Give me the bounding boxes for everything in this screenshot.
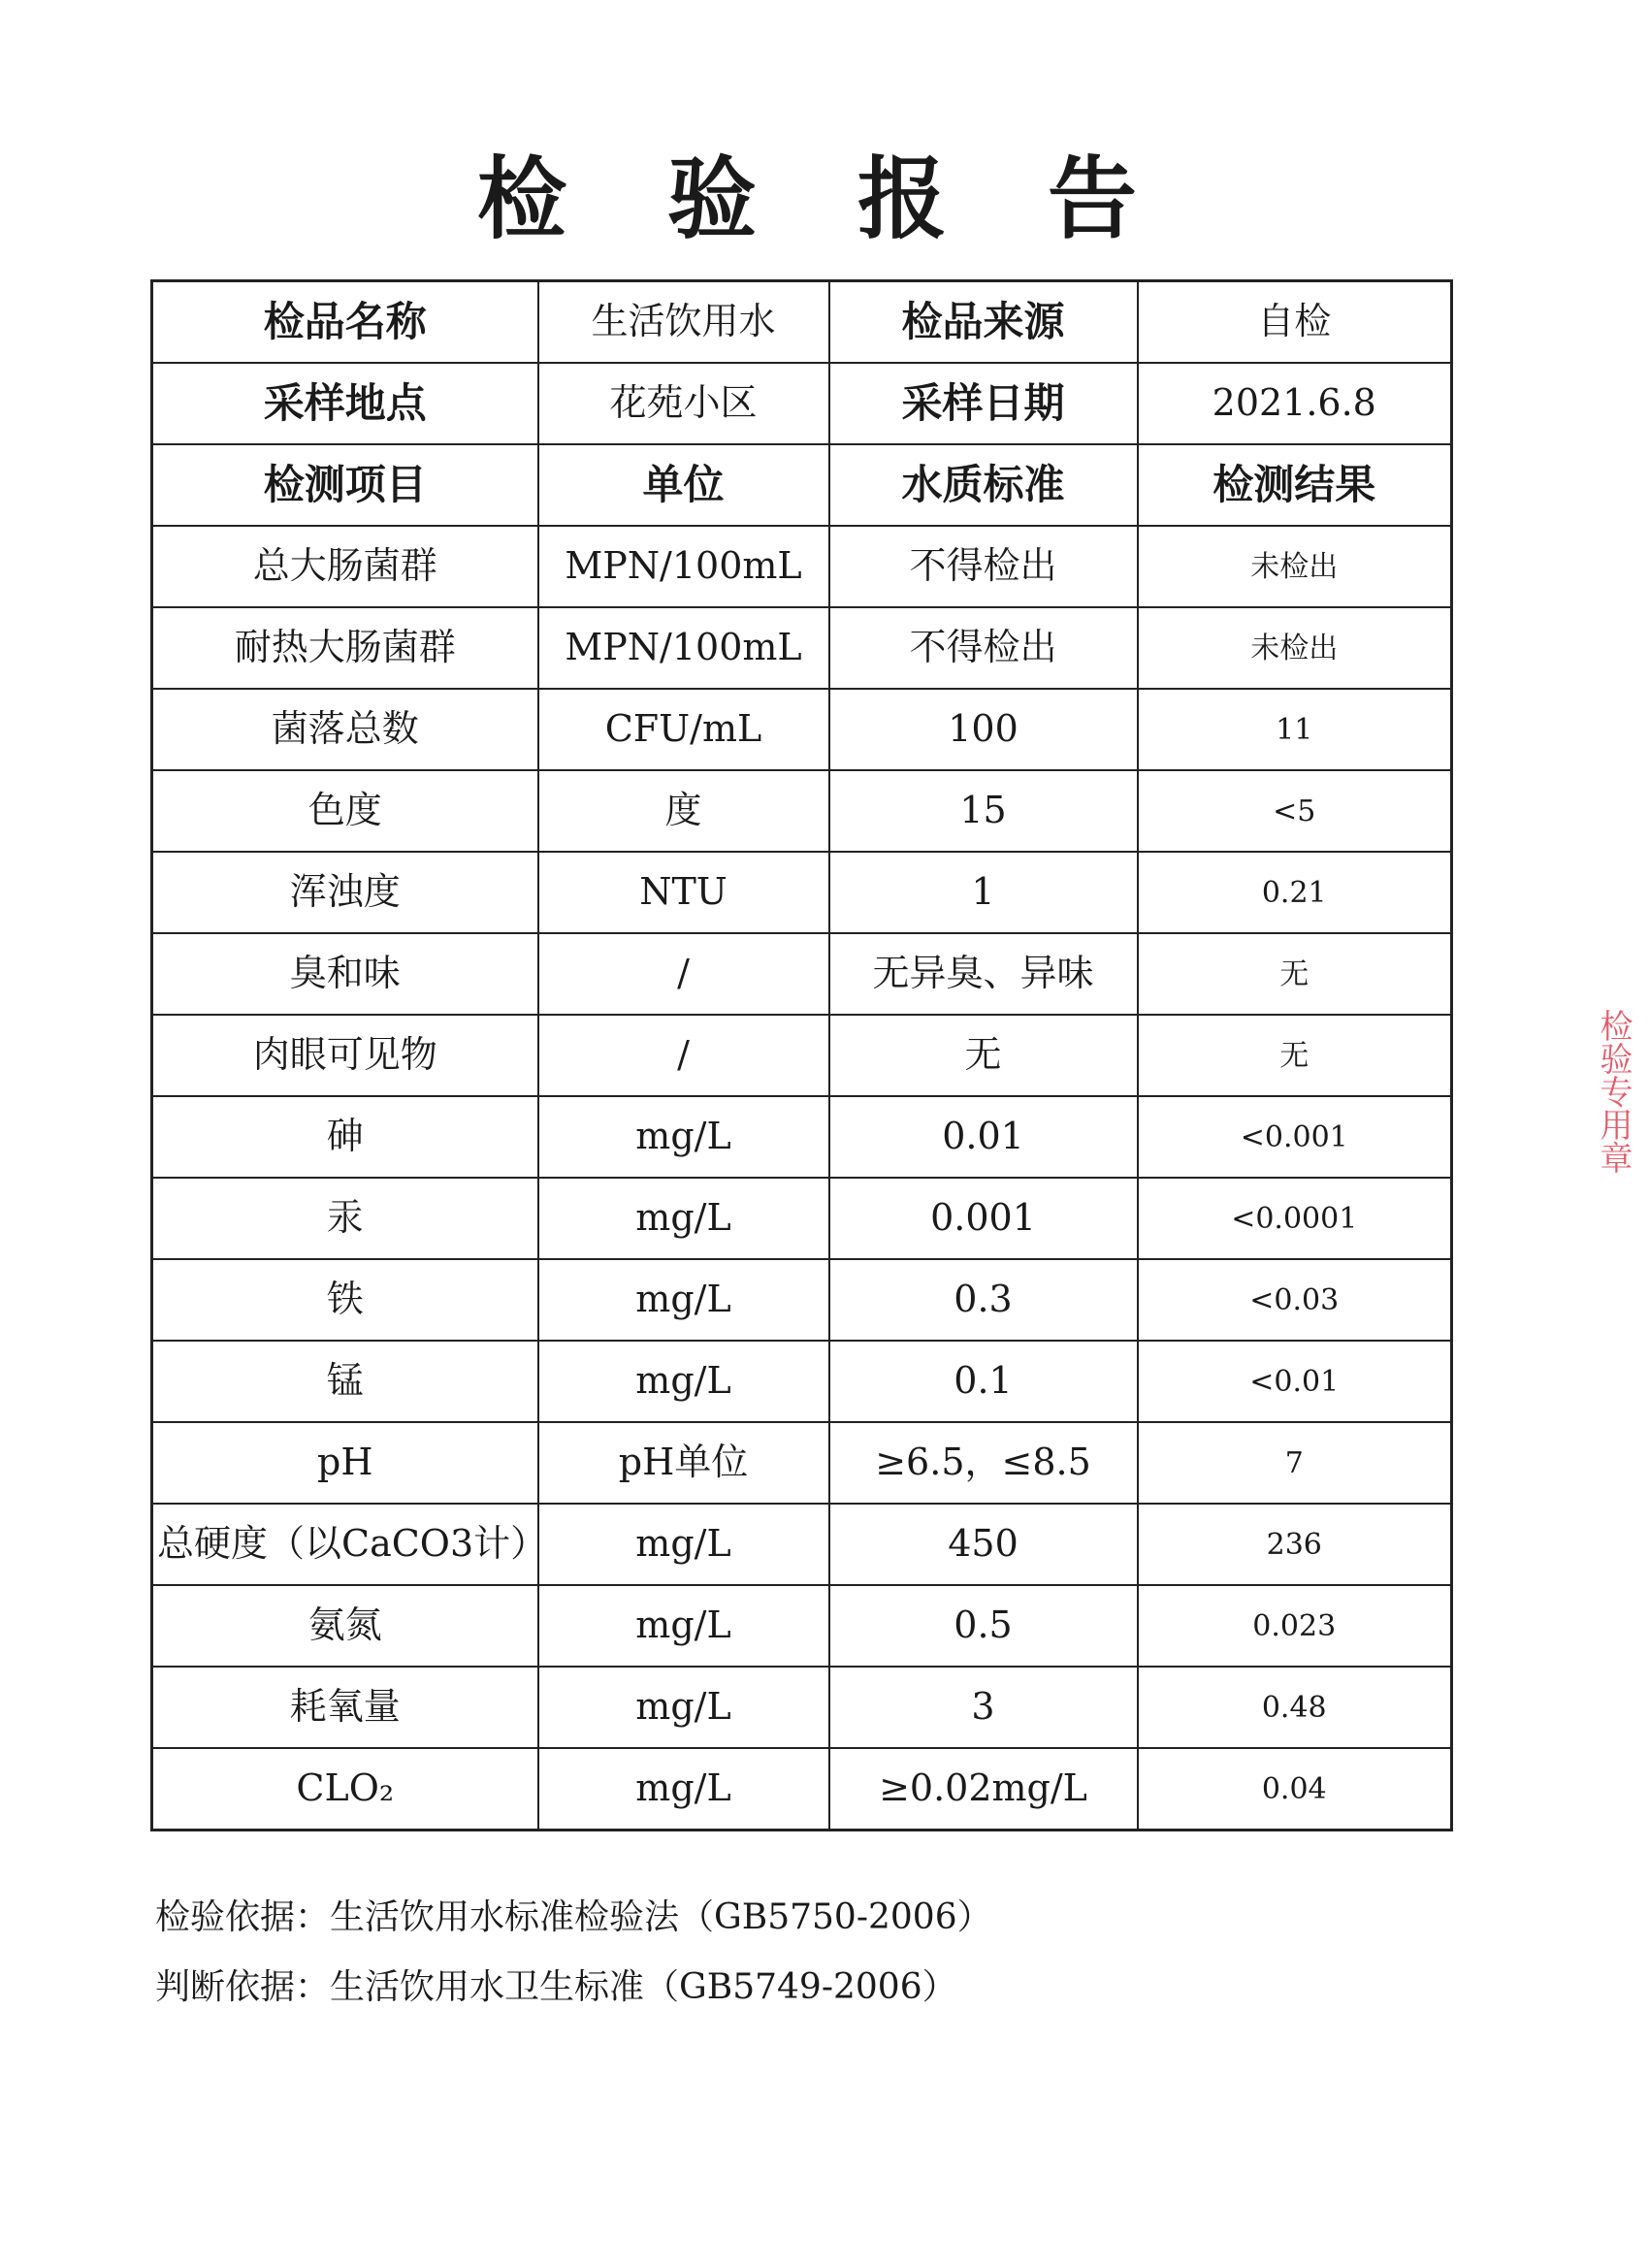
cell-standard: 3: [829, 1667, 1138, 1748]
judgement-basis: 判断依据：生活饮用水卫生标准（GB5749-2006）: [155, 1967, 957, 2007]
cell-result: <0.01: [1138, 1341, 1452, 1422]
table-row: [152, 1015, 1452, 1096]
report-title: 检 验 报 告: [476, 146, 1173, 251]
table-row: [152, 526, 1452, 607]
cell-result: 0.48: [1138, 1667, 1452, 1748]
table-row: [152, 1504, 1452, 1585]
cell-unit: 度: [538, 770, 829, 852]
column-header-item: 检测项目: [152, 444, 538, 526]
value-sample-source: 自检: [1138, 281, 1452, 364]
cell-item: 肉眼可见物: [152, 1015, 538, 1096]
cell-standard: ≥0.02mg/L: [829, 1748, 1138, 1831]
cell-unit: mg/L: [538, 1504, 829, 1585]
cell-item: 耗氧量: [152, 1667, 538, 1748]
cell-item: 锰: [152, 1341, 538, 1422]
table-row: [152, 1667, 1452, 1748]
cell-result: 236: [1138, 1504, 1452, 1585]
cell-result: <0.0001: [1138, 1178, 1452, 1259]
table-row: [152, 689, 1452, 770]
cell-standard: 不得检出: [829, 526, 1138, 607]
cell-standard: 450: [829, 1504, 1138, 1585]
cell-item: CLO₂: [152, 1748, 538, 1831]
cell-result: 未检出: [1138, 607, 1452, 689]
cell-item: 氨氮: [152, 1585, 538, 1667]
cell-result: 0.023: [1138, 1585, 1452, 1667]
cell-unit: pH单位: [538, 1422, 829, 1504]
cell-item: 浑浊度: [152, 852, 538, 933]
cell-standard: 0.1: [829, 1341, 1138, 1422]
cell-result: <0.03: [1138, 1259, 1452, 1341]
cell-unit: MPN/100mL: [538, 607, 829, 689]
column-header-standard: 水质标准: [829, 444, 1138, 526]
cell-result: 11: [1138, 689, 1452, 770]
cell-standard: 100: [829, 689, 1138, 770]
cell-standard: 1: [829, 852, 1138, 933]
table-row: [152, 1259, 1452, 1341]
report-table: [150, 279, 1453, 1831]
cell-item: 汞: [152, 1178, 538, 1259]
cell-unit: NTU: [538, 852, 829, 933]
header-row-sampling: [152, 363, 1452, 444]
label-sample-source: 检品来源: [829, 281, 1138, 364]
cell-item: 菌落总数: [152, 689, 538, 770]
official-stamp: 检验专用章: [1594, 1009, 1633, 1174]
column-header-row: [152, 444, 1452, 526]
cell-unit: mg/L: [538, 1667, 829, 1748]
cell-standard: 15: [829, 770, 1138, 852]
cell-item: 臭和味: [152, 933, 538, 1015]
column-header-unit: 单位: [538, 444, 829, 526]
cell-unit: mg/L: [538, 1585, 829, 1667]
cell-result: <5: [1138, 770, 1452, 852]
table-row: [152, 1748, 1452, 1831]
cell-unit: mg/L: [538, 1259, 829, 1341]
table-row: [152, 933, 1452, 1015]
cell-result: 0.21: [1138, 852, 1452, 933]
cell-standard: 0.5: [829, 1585, 1138, 1667]
cell-item: 耐热大肠菌群: [152, 607, 538, 689]
value-sampling-date: 2021.6.8: [1138, 363, 1452, 444]
table-row: [152, 607, 1452, 689]
value-sampling-location: 花苑小区: [538, 363, 829, 444]
cell-unit: /: [538, 1015, 829, 1096]
cell-standard: ≥6.5，≤8.5: [829, 1422, 1138, 1504]
table-row: [152, 1341, 1452, 1422]
cell-unit: mg/L: [538, 1341, 829, 1422]
label-sampling-date: 采样日期: [829, 363, 1138, 444]
cell-item: 总硬度（以CaCO3计）: [152, 1504, 538, 1585]
cell-result: 7: [1138, 1422, 1452, 1504]
cell-standard: 0.3: [829, 1259, 1138, 1341]
cell-result: 无: [1138, 1015, 1452, 1096]
cell-standard: 不得检出: [829, 607, 1138, 689]
table-row: [152, 1422, 1452, 1504]
cell-standard: 0.001: [829, 1178, 1138, 1259]
test-basis: 检验依据：生活饮用水标准检验法（GB5750-2006）: [155, 1897, 992, 1937]
cell-result: <0.001: [1138, 1096, 1452, 1178]
cell-item: 色度: [152, 770, 538, 852]
cell-result: 0.04: [1138, 1748, 1452, 1831]
cell-standard: 0.01: [829, 1096, 1138, 1178]
cell-item: 铁: [152, 1259, 538, 1341]
cell-unit: mg/L: [538, 1748, 829, 1831]
cell-standard: 无: [829, 1015, 1138, 1096]
table-row: [152, 1178, 1452, 1259]
table-row: [152, 1585, 1452, 1667]
column-header-result: 检测结果: [1138, 444, 1452, 526]
cell-result: 无: [1138, 933, 1452, 1015]
cell-item: 总大肠菌群: [152, 526, 538, 607]
cell-unit: mg/L: [538, 1096, 829, 1178]
label-sampling-location: 采样地点: [152, 363, 538, 444]
cell-unit: MPN/100mL: [538, 526, 829, 607]
cell-standard: 无异臭、异味: [829, 933, 1138, 1015]
cell-unit: /: [538, 933, 829, 1015]
table-row: [152, 770, 1452, 852]
cell-item: pH: [152, 1422, 538, 1504]
table-row: [152, 1096, 1452, 1178]
label-sample-name: 检品名称: [152, 281, 538, 364]
cell-unit: CFU/mL: [538, 689, 829, 770]
table-row: [152, 852, 1452, 933]
cell-result: 未检出: [1138, 526, 1452, 607]
cell-item: 砷: [152, 1096, 538, 1178]
header-row-sample-name: [152, 281, 1452, 364]
cell-unit: mg/L: [538, 1178, 829, 1259]
value-sample-name: 生活饮用水: [538, 281, 829, 364]
